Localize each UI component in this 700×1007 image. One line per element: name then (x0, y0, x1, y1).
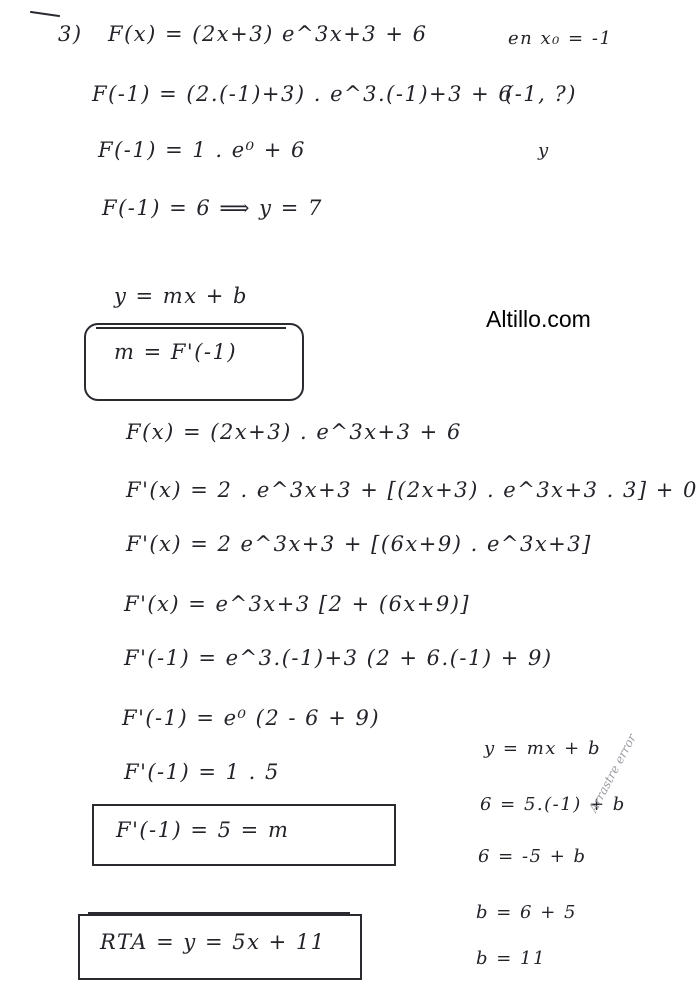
evaluation-line-3: F(-1) = 6 ⟹ y = 7 (102, 196, 323, 220)
function-definition: F(x) = (2x+3) e^3x+3 + 6 (108, 22, 428, 46)
slope-definition: m = F'(-1) (114, 340, 238, 364)
derivative-step-3: F'(x) = 2 e^3x+3 + [(6x+9) . e^3x+3] (126, 532, 592, 556)
tangent-line-equation: y = mx + b (114, 284, 248, 308)
derivative-step-7: F'(-1) = 1 . 5 (124, 760, 280, 784)
derivative-step-6: F'(-1) = e⁰ (2 - 6 + 9) (122, 706, 381, 730)
evaluation-line-2: F(-1) = 1 . e⁰ + 6 (98, 138, 306, 162)
intercept-step-5: b = 11 (476, 948, 546, 969)
intercept-step-4: b = 6 + 5 (476, 902, 577, 923)
intercept-step-1: y = mx + b (484, 738, 601, 759)
point-arrow-label: y (538, 140, 550, 161)
slope-result: F'(-1) = 5 = m (116, 818, 290, 842)
margin-dash (30, 11, 60, 17)
watermark: Altillo.com (486, 306, 591, 332)
intercept-step-3: 6 = -5 + b (478, 846, 587, 867)
margin-note: Arrastre error (586, 731, 639, 815)
derivative-step-4: F'(x) = e^3x+3 [2 + (6x+9)] (124, 592, 471, 616)
derivative-step-2: F'(x) = 2 . e^3x+3 + [(2x+3) . e^3x+3 . 3] + 0 (126, 478, 698, 502)
final-answer: RTA = y = 5x + 11 (100, 930, 326, 954)
point-note: (-1, ?) (505, 82, 577, 106)
derivative-step-5: F'(-1) = e^3.(-1)+3 (2 + 6.(-1) + 9) (124, 646, 553, 670)
intercept-step-2: 6 = 5.(-1) + b (480, 794, 626, 815)
problem-number: 3) (58, 22, 83, 46)
derivative-step-1: F(x) = (2x+3) . e^3x+3 + 6 (126, 420, 462, 444)
evaluation-line-1: F(-1) = (2.(-1)+3) . e^3.(-1)+3 + 6 (92, 82, 514, 106)
evaluation-point: en x₀ = -1 (508, 28, 613, 49)
